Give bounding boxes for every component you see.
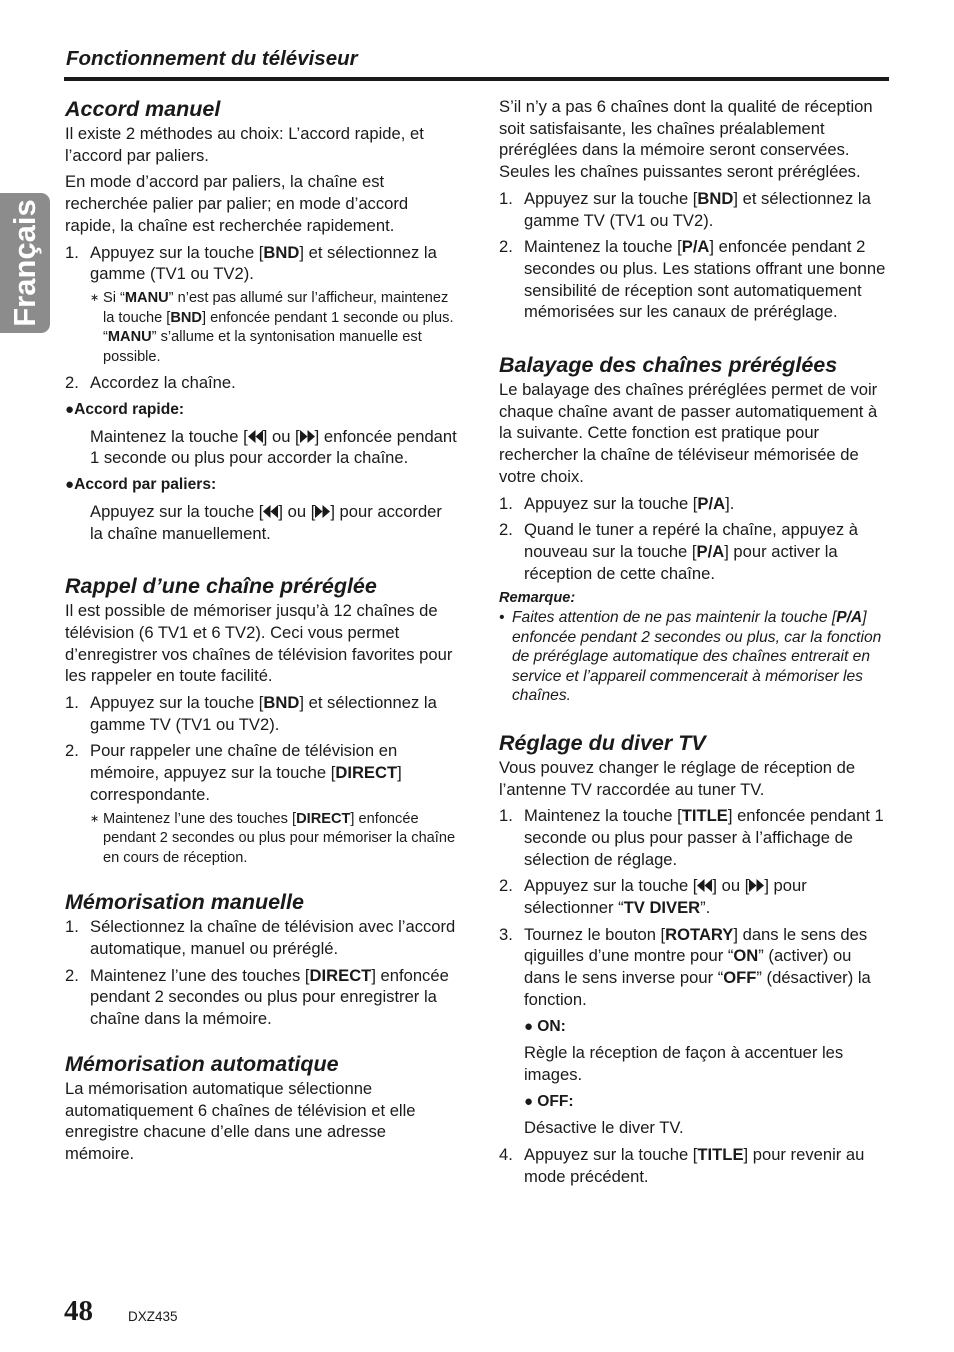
asterisk-mark: ∗ bbox=[90, 812, 100, 825]
bullet-dot-icon: ● bbox=[524, 1092, 538, 1110]
language-tab-label: Français bbox=[7, 199, 42, 327]
text: ON: bbox=[537, 1017, 566, 1035]
section-balayage bbox=[499, 352, 891, 706]
list-item bbox=[65, 692, 457, 735]
forward-double-triangle-icon bbox=[749, 879, 764, 892]
list-item bbox=[499, 1144, 891, 1187]
page-header-title: Fonctionnement du téléviseur bbox=[66, 47, 358, 70]
note-text bbox=[103, 289, 457, 367]
section-title: Réglage du diver TV bbox=[499, 730, 706, 755]
key-label: OFF bbox=[723, 968, 757, 988]
key-label: DIRECT bbox=[309, 965, 372, 985]
list-text bbox=[524, 805, 891, 870]
left-column bbox=[65, 96, 457, 1170]
section-memorisation-manuelle bbox=[65, 889, 457, 1030]
key-label: ROTARY bbox=[665, 924, 734, 944]
list-number: 1. bbox=[65, 693, 79, 713]
list-text bbox=[90, 692, 457, 735]
key-label: BND bbox=[170, 309, 202, 326]
key-label: MANU bbox=[107, 329, 152, 346]
bullet-dot-icon: ● bbox=[524, 1017, 538, 1035]
list-item bbox=[499, 875, 891, 918]
text: ] enfoncée pendant 2 secondes ou plus pour mémoriser la chaîne en cours de réception. bbox=[103, 810, 456, 866]
key-label: P/A bbox=[681, 237, 710, 257]
list-number: 1. bbox=[499, 806, 513, 826]
paragraph: Il est possible de mémoriser jusqu’à 12 chaînes de télévision (6 TV1 et 6 TV2). Ceci vous permet d’enregistrer vos chaînes de télévision favorites pour les rappeler en toute facilité. bbox=[65, 601, 453, 686]
text: ] dans le sens des qiguilles d’une montre pour “ bbox=[524, 924, 868, 966]
page-number: 48 bbox=[64, 1295, 93, 1327]
text: ”. bbox=[700, 898, 711, 918]
text: Appuyez sur la touche [ bbox=[524, 876, 698, 896]
text: Accord rapide: bbox=[74, 401, 185, 418]
note bbox=[90, 289, 457, 367]
text: ] pour sélectionner “ bbox=[524, 876, 807, 918]
text: Maintenez l’une des touches [ bbox=[103, 810, 297, 827]
text: ] et sélectionnez la gamme (TV1 ou TV2). bbox=[90, 242, 437, 284]
text: ] enfoncée pendant 1 seconde ou plus pour passer à l’affichage de sélection de réglage. bbox=[524, 806, 884, 869]
list-number: 2. bbox=[65, 965, 79, 985]
key-label: P/A bbox=[697, 493, 726, 513]
bullet-text bbox=[90, 501, 457, 544]
list-number: 1. bbox=[65, 917, 79, 937]
text: ] enfoncée pendant 2 secondes ou plus, car la fonction de préréglage automatique des chaînes entrerait en service et l’appareil commencerait à mémoriser les chaînes. bbox=[512, 609, 882, 705]
text: ” n’est pas allumé sur l’afficheur, maintenez la touche [ bbox=[103, 289, 449, 326]
note-text bbox=[103, 810, 457, 869]
section-title: Balayage des chaînes préréglées bbox=[499, 353, 838, 378]
note bbox=[90, 810, 457, 869]
list-number: 2. bbox=[499, 520, 513, 540]
text: Appuyez sur la touche [ bbox=[524, 188, 698, 208]
text: ] correspondante. bbox=[90, 763, 402, 804]
text: ] enfoncée pendant 1 seconde ou plus pour accorder la chaîne. bbox=[90, 426, 457, 468]
asterisk-mark: ∗ bbox=[90, 291, 100, 304]
list-text bbox=[524, 875, 891, 918]
text: ] pour revenir au mode précédent. bbox=[524, 1145, 865, 1186]
text: Maintenez la touche [ bbox=[524, 806, 682, 826]
list-text bbox=[90, 965, 457, 1030]
list-text bbox=[524, 236, 891, 323]
list-text bbox=[524, 1144, 891, 1187]
text: Quand le tuner a repéré la chaîne, appuyez à nouveau sur la touche [ bbox=[524, 520, 858, 561]
text: Appuyez sur la touche [ bbox=[524, 493, 698, 513]
key-label: P/A bbox=[696, 541, 725, 561]
bullet-dot-icon: ● bbox=[65, 476, 75, 494]
text: ] pour accorder la chaîne manuellement. bbox=[90, 501, 442, 543]
paragraph: La mémorisation automatique sélectionne automatiquement 6 chaînes de télévision et elle enregistre chacune d’elle dans une adresse mémoire. bbox=[65, 1078, 416, 1163]
list-item bbox=[65, 740, 457, 805]
remark-text bbox=[512, 608, 891, 706]
section-title: Mémorisation manuelle bbox=[65, 890, 304, 915]
text: Appuyez sur la touche [ bbox=[90, 501, 264, 521]
text: ]. bbox=[725, 493, 735, 513]
key-label: TITLE bbox=[697, 1145, 744, 1165]
text: Pour rappeler une chaîne de télévision en mémoire, appuyez sur la touche [ bbox=[90, 741, 398, 783]
list-number: 2. bbox=[499, 876, 513, 896]
list-number: 2. bbox=[65, 741, 79, 761]
text: ] enfoncée pendant 2 secondes ou plus. Les stations offrant une bonne sensibilité de réception sont automatiquement mémorisées sur les canaux de préréglage. bbox=[524, 237, 886, 322]
list-text: Accordez la chaîne. bbox=[90, 373, 236, 393]
bullet-heading bbox=[65, 399, 457, 421]
rewind-double-triangle-icon bbox=[263, 505, 278, 518]
section-accord-manuel bbox=[65, 96, 457, 544]
paragraph: En mode d’accord par paliers, la chaîne est recherchée palier par palier; en mode d’accord rapide, la chaîne est recherchée rapidement. bbox=[65, 172, 409, 235]
list-number: 2. bbox=[499, 237, 513, 257]
section-memorisation-automatique bbox=[65, 1051, 457, 1165]
list-number: 1. bbox=[65, 242, 79, 262]
bullet-heading bbox=[65, 474, 457, 496]
list-item bbox=[65, 916, 457, 959]
section-title: Mémorisation automatique bbox=[65, 1051, 339, 1076]
key-label: BND bbox=[263, 242, 300, 262]
remark-title: Remarque: bbox=[499, 590, 576, 607]
text: ] et sélectionnez la gamme TV (TV1 ou TV2). bbox=[524, 188, 871, 230]
list-text bbox=[90, 242, 457, 285]
bullet-heading bbox=[524, 1016, 891, 1038]
text: ] pour activer la réception de cette chaîne. bbox=[524, 541, 838, 583]
key-label: ON bbox=[733, 946, 759, 966]
section-diver-tv bbox=[499, 730, 891, 1188]
text: ] ou [ bbox=[278, 501, 316, 521]
list-item bbox=[499, 805, 891, 870]
key-label: TV DIVER bbox=[623, 898, 701, 918]
text: Maintenez l’une des touches [ bbox=[90, 965, 310, 985]
bullet-heading bbox=[524, 1091, 891, 1113]
text: Appuyez sur la touche [ bbox=[524, 1145, 698, 1165]
key-label: DIRECT bbox=[335, 763, 398, 783]
text: ” (désactiver) la fonction. bbox=[524, 968, 871, 1009]
list-text: Sélectionnez la chaîne de télévision avec l’accord automatique, manuel ou préréglé. bbox=[90, 917, 456, 959]
bullet-text: Règle la réception de façon à accentuer les images. bbox=[524, 1043, 844, 1084]
bullet-text: Désactive le diver TV. bbox=[524, 1118, 684, 1138]
list-number: 1. bbox=[499, 188, 513, 208]
section-memorisation-automatique-suite bbox=[499, 96, 891, 323]
text: ] ou [ bbox=[712, 876, 750, 896]
text: ” s’allume et la syntonisation manuelle est possible. bbox=[103, 329, 422, 365]
right-column bbox=[499, 96, 891, 1193]
remark bbox=[499, 608, 891, 706]
rewind-double-triangle-icon bbox=[697, 879, 712, 892]
text: OFF: bbox=[537, 1092, 574, 1110]
model-name: DXZ435 bbox=[128, 1309, 178, 1324]
list-item bbox=[65, 965, 457, 1030]
text: ] ou [ bbox=[262, 426, 300, 446]
list-item bbox=[499, 236, 891, 323]
paragraph: Le balayage des chaînes préréglées permet de voir chaque chaîne avant de passer automatiquement à la suivante. Cette fonction est pratique pour rechercher la chaîne de téléviseur mémorisée de votre choix. bbox=[499, 380, 878, 486]
bullet-mark: • bbox=[499, 609, 505, 627]
key-label: DIRECT bbox=[296, 810, 351, 827]
list-item bbox=[499, 493, 891, 515]
list-item bbox=[65, 242, 457, 285]
list-item bbox=[65, 372, 457, 394]
bullet-text bbox=[90, 426, 457, 469]
section-title: Accord manuel bbox=[65, 97, 221, 121]
list-text bbox=[524, 924, 891, 1011]
text: Tournez le bouton [ bbox=[524, 924, 666, 944]
forward-double-triangle-icon bbox=[300, 430, 315, 443]
paragraph: S’il n’y a pas 6 chaînes dont la qualité de réception soit satisfaisante, les chaînes préalablement préréglées dans la mémoire seront conservées. Seules les chaînes puissantes seront préréglées. bbox=[499, 97, 873, 182]
list-text bbox=[524, 519, 891, 584]
rewind-double-triangle-icon bbox=[248, 430, 263, 443]
key-label: BND bbox=[697, 188, 734, 208]
list-item bbox=[499, 924, 891, 1011]
text: Appuyez sur la touche [ bbox=[90, 693, 264, 713]
key-label: BND bbox=[263, 693, 300, 713]
key-label: P/A bbox=[836, 609, 863, 627]
bullet-dot-icon: ● bbox=[65, 401, 75, 418]
list-text bbox=[524, 493, 891, 515]
text: ] enfoncée pendant 1 seconde ou plus. “ bbox=[103, 309, 454, 346]
text: Maintenez la touche [ bbox=[524, 237, 682, 257]
section-rappel bbox=[65, 573, 457, 868]
text: Maintenez la touche [ bbox=[90, 426, 248, 446]
forward-double-triangle-icon bbox=[315, 505, 330, 518]
text: Si “ bbox=[103, 289, 125, 306]
text: Faites attention de ne pas maintenir la touche [ bbox=[512, 609, 837, 627]
text: ] enfoncée pendant 2 secondes ou plus pour enregistrer la chaîne dans la mémoire. bbox=[90, 965, 449, 1029]
paragraph: Vous pouvez changer le réglage de réception de l’antenne TV raccordée au tuner TV. bbox=[499, 757, 856, 799]
header-rule bbox=[64, 77, 889, 81]
text: ” (activer) ou dans le sens inverse pour “ bbox=[524, 946, 852, 988]
list-text bbox=[90, 740, 457, 805]
text: ] et sélectionnez la gamme TV (TV1 ou TV2). bbox=[90, 693, 437, 734]
list-item bbox=[499, 188, 891, 231]
key-label: MANU bbox=[124, 289, 169, 306]
section-title: Rappel d’une chaîne préréglée bbox=[65, 574, 377, 599]
text: Appuyez sur la touche [ bbox=[90, 242, 264, 262]
text: Accord par paliers: bbox=[74, 476, 217, 494]
list-number: 3. bbox=[499, 924, 513, 944]
language-side-tab bbox=[0, 193, 50, 333]
list-text bbox=[524, 188, 891, 231]
paragraph: Il existe 2 méthodes au choix: L’accord rapide, et l’accord par paliers. bbox=[65, 124, 424, 165]
list-number: 2. bbox=[65, 373, 79, 393]
key-label: TITLE bbox=[681, 806, 728, 826]
list-number: 1. bbox=[499, 493, 513, 513]
list-number: 4. bbox=[499, 1145, 513, 1165]
list-item bbox=[499, 519, 891, 584]
